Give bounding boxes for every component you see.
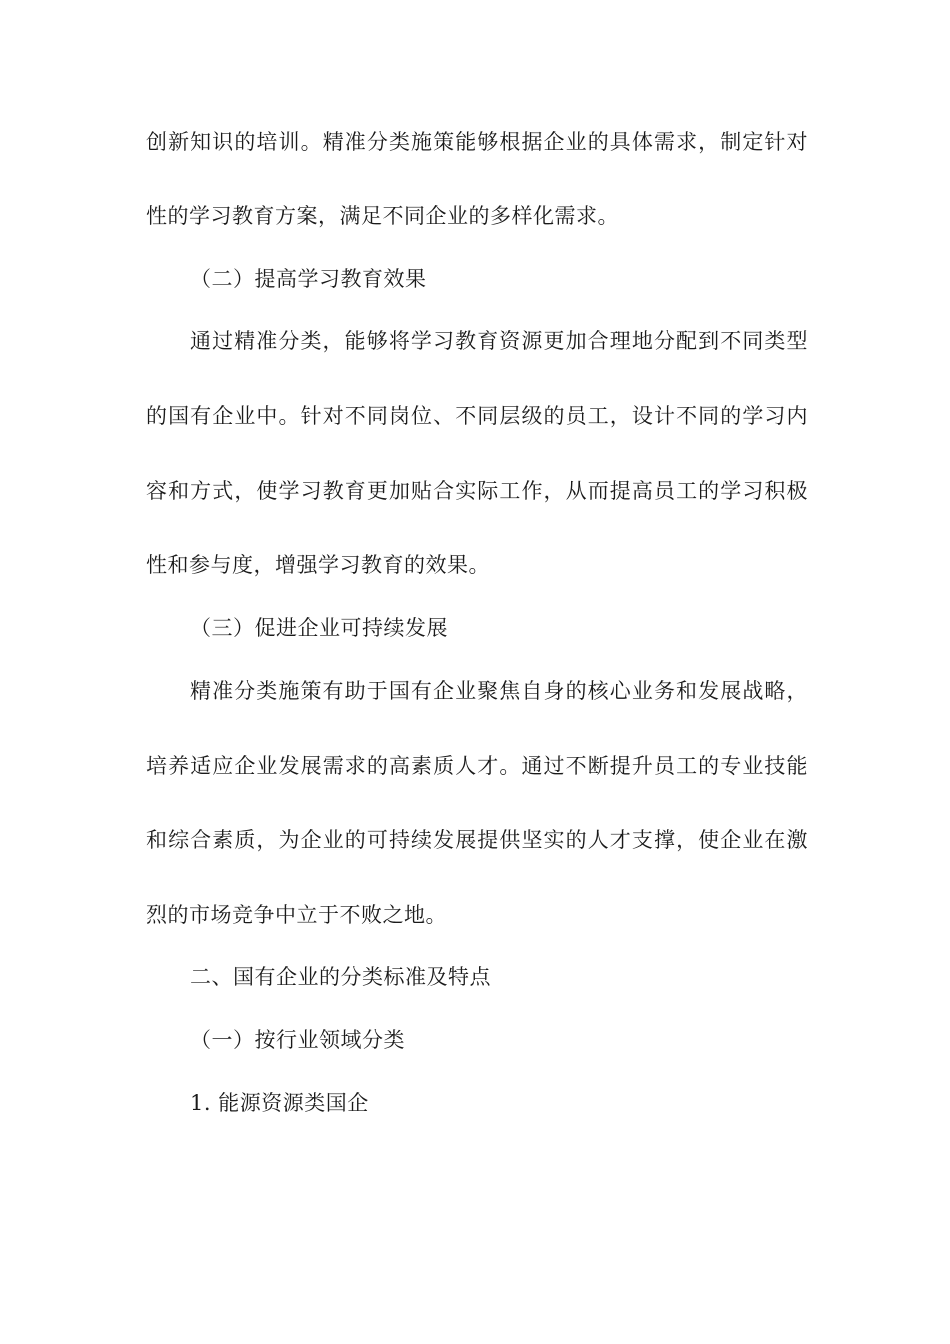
subheading-by-industry: （一）按行业领域分类 [190, 1028, 405, 1052]
paragraph-line: 创新知识的培训。精准分类施策能够根据企业的具体需求，制定针对 [146, 130, 808, 154]
paragraph-line: 容和方式，使学习教育更加贴合实际工作，从而提高员工的学习积极 [146, 479, 808, 503]
list-item-heading: 1. 能源资源类国企 [190, 1091, 369, 1115]
section-heading: 二、国有企业的分类标准及特点 [190, 965, 491, 989]
subheading-sustainable-development: （三）促进企业可持续发展 [190, 616, 448, 640]
paragraph-line: 精准分类施策有助于国有企业聚焦自身的核心业务和发展战略， [190, 679, 808, 703]
paragraph-line: 性和参与度，增强学习教育的效果。 [146, 553, 490, 577]
subheading-improve-effect: （二）提高学习教育效果 [190, 267, 427, 291]
paragraph-line: 的国有企业中。针对不同岗位、不同层级的员工，设计不同的学习内 [146, 404, 808, 428]
paragraph-line: 通过精准分类，能够将学习教育资源更加合理地分配到不同类型 [190, 329, 808, 353]
paragraph-line: 培养适应企业发展需求的高素质人才。通过不断提升员工的专业技能 [146, 754, 808, 778]
paragraph-line: 烈的市场竞争中立于不败之地。 [146, 903, 447, 927]
paragraph-line: 和综合素质，为企业的可持续发展提供坚实的人才支撑，使企业在激 [146, 828, 808, 852]
paragraph-line: 性的学习教育方案，满足不同企业的多样化需求。 [146, 204, 619, 228]
